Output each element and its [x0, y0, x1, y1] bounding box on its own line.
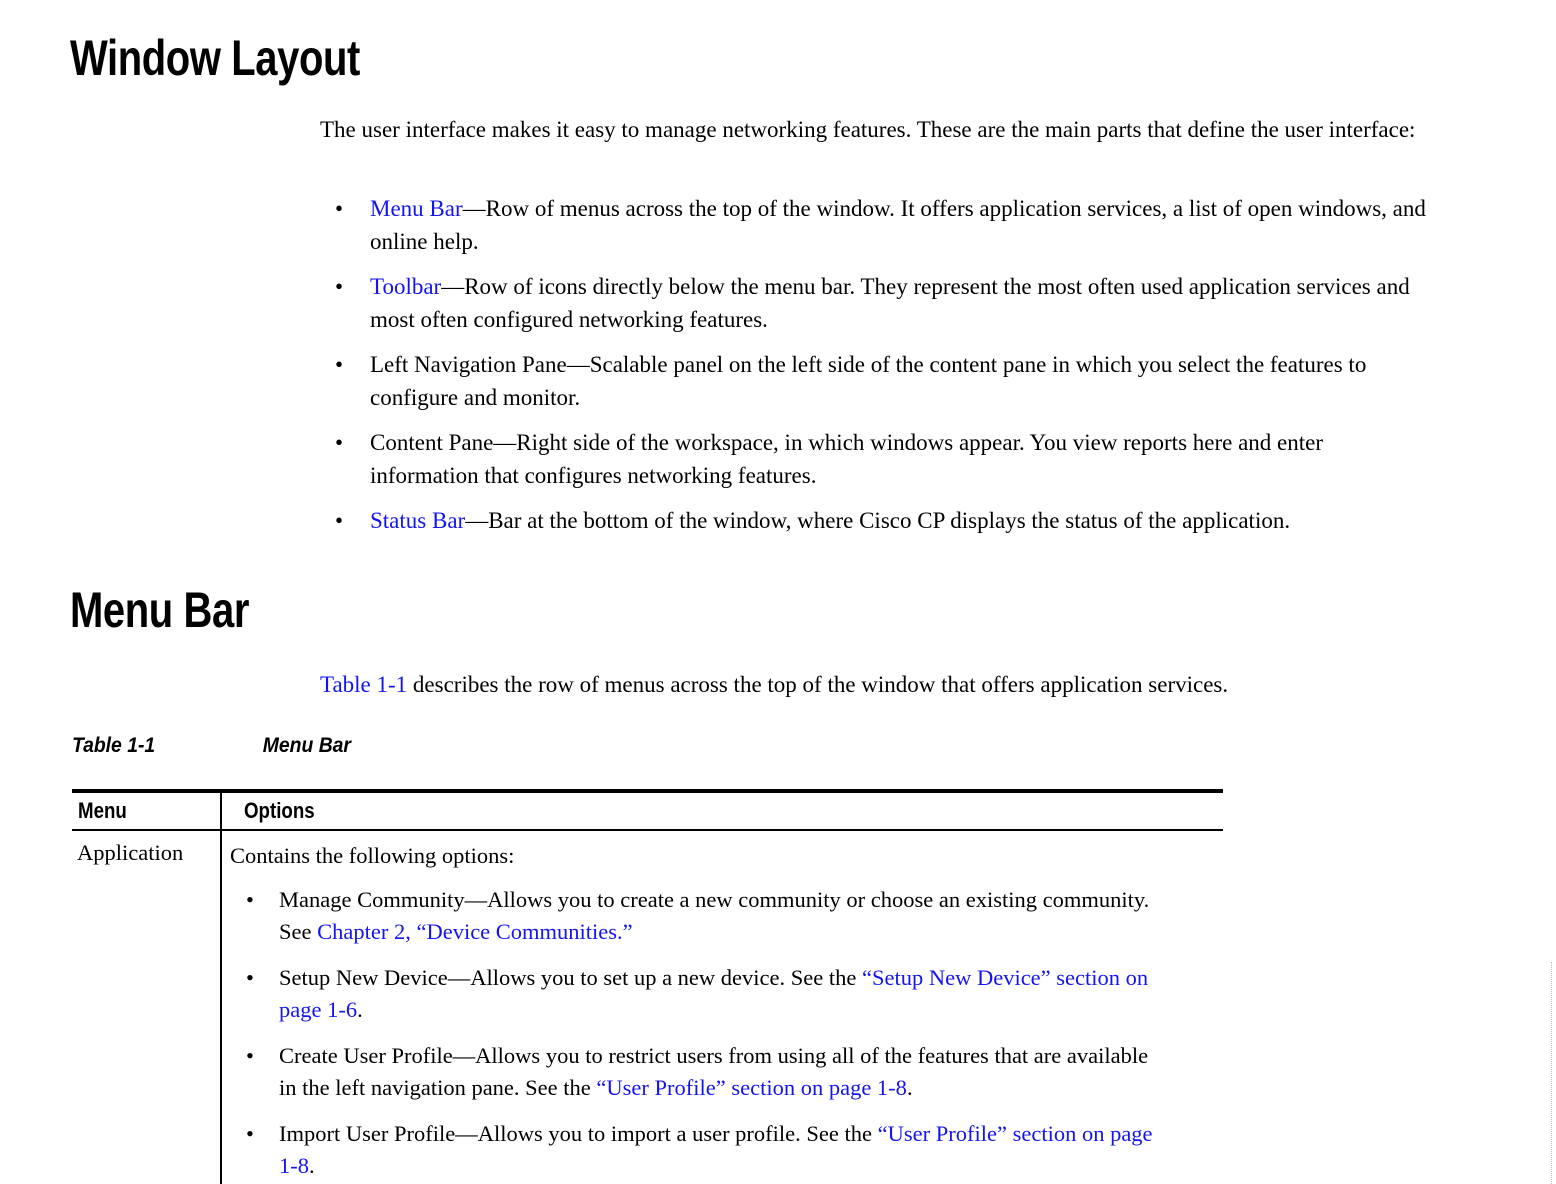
- link-setup-new-device-section[interactable]: “Setup New Device” section on page 1-6: [279, 965, 1149, 1022]
- table-cell-menu: Application: [72, 831, 222, 1184]
- list-item-text: Create User Profile—Allows you to restrict users from using all of the features that are available in the left navigation pane. See the: [279, 1043, 1149, 1100]
- list-item-text: .: [906, 1075, 913, 1100]
- bullet-icon: •: [335, 508, 344, 533]
- bullet-icon: •: [335, 196, 344, 221]
- list-item-text: —Row of icons directly below the menu bar. They represent the most often used application services and most often configured networking features.: [370, 274, 1410, 332]
- bullet-icon: •: [335, 274, 344, 299]
- bullet-icon: •: [246, 965, 254, 990]
- bullet-icon: •: [246, 1043, 254, 1068]
- window-layout-bullet-list: [335, 193, 1435, 551]
- list-item-text: Manage Community—Allows you to create a new community or choose an existing community. See: [279, 887, 1150, 944]
- list-item: [335, 271, 1435, 336]
- list-item-text: —Row of menus across the top of the window. It offers application services, a list of open windows, and online help.: [370, 196, 1426, 254]
- list-item-text: .: [309, 1153, 315, 1178]
- list-item-text: Setup New Device—Allows you to set up a new device. See the: [279, 965, 862, 990]
- options-bullet-list: [230, 884, 1223, 1182]
- list-item: [230, 1118, 1155, 1182]
- bullet-icon: •: [335, 430, 344, 455]
- table-header-menu-text: Menu: [78, 798, 127, 823]
- list-item: [230, 1040, 1155, 1104]
- table-header-row: [72, 793, 1223, 831]
- list-item: [335, 349, 1435, 414]
- table-header-cell-menu: [72, 793, 222, 829]
- bullet-icon: •: [246, 887, 254, 912]
- list-item: [335, 427, 1435, 492]
- section-title-window-layout-text: Window Layout: [70, 30, 360, 86]
- list-item: [230, 962, 1155, 1026]
- table-reference-text: describes the row of menus across the top of the window that offers application services.: [407, 672, 1229, 697]
- link-user-profile-section-1[interactable]: “User Profile” section on page 1-8: [596, 1075, 907, 1100]
- link-device-communities[interactable]: Chapter 2, “Device Communities.”: [317, 919, 633, 944]
- link-toolbar[interactable]: Toolbar: [370, 274, 442, 299]
- table-row: [72, 831, 1223, 1184]
- table-header-options-text: Options: [244, 798, 315, 823]
- list-item-text: —Bar at the bottom of the window, where Cisco CP displays the status of the application.: [465, 508, 1291, 533]
- list-item: [335, 193, 1435, 258]
- list-item-text: Left Navigation Pane—Scalable panel on the left side of the content pane in which you select the features to configure and monitor.: [370, 352, 1367, 410]
- page-edge-divider: [1551, 962, 1552, 1184]
- bullet-icon: •: [246, 1121, 254, 1146]
- section-title-window-layout: [70, 30, 432, 86]
- table-header-cell-options: [222, 793, 1223, 829]
- intro-paragraph: The user interface makes it easy to manage networking features. These are the main parts that define the user interface:: [320, 117, 1416, 142]
- link-menu-bar[interactable]: Menu Bar: [370, 196, 463, 221]
- list-item: [335, 505, 1435, 538]
- table-caption: [72, 733, 351, 758]
- menu-bar-table: [72, 789, 1223, 1184]
- table-caption-label: Table 1-1: [72, 733, 156, 757]
- table-cell-options: [222, 831, 1223, 1184]
- table-caption-title: Menu Bar: [262, 733, 351, 757]
- bullet-icon: •: [335, 352, 344, 377]
- list-item-text: .: [357, 997, 363, 1022]
- link-user-profile-section-2[interactable]: “User Profile” section on page 1-8: [279, 1121, 1153, 1178]
- list-item: [230, 884, 1155, 948]
- link-status-bar[interactable]: Status Bar: [370, 508, 466, 533]
- table-reference-paragraph: [320, 669, 1480, 702]
- list-item-text: Import User Profile—Allows you to import a user profile. See the: [279, 1121, 878, 1146]
- list-item-text: Content Pane—Right side of the workspace, in which windows appear. You view reports here and enter information that configures networking features.: [370, 430, 1324, 488]
- section-title-menu-bar: [70, 582, 294, 638]
- section-title-menu-bar-text: Menu Bar: [70, 582, 250, 638]
- link-table-1-1[interactable]: Table 1-1: [320, 672, 408, 697]
- options-intro-text: Contains the following options:: [230, 843, 515, 868]
